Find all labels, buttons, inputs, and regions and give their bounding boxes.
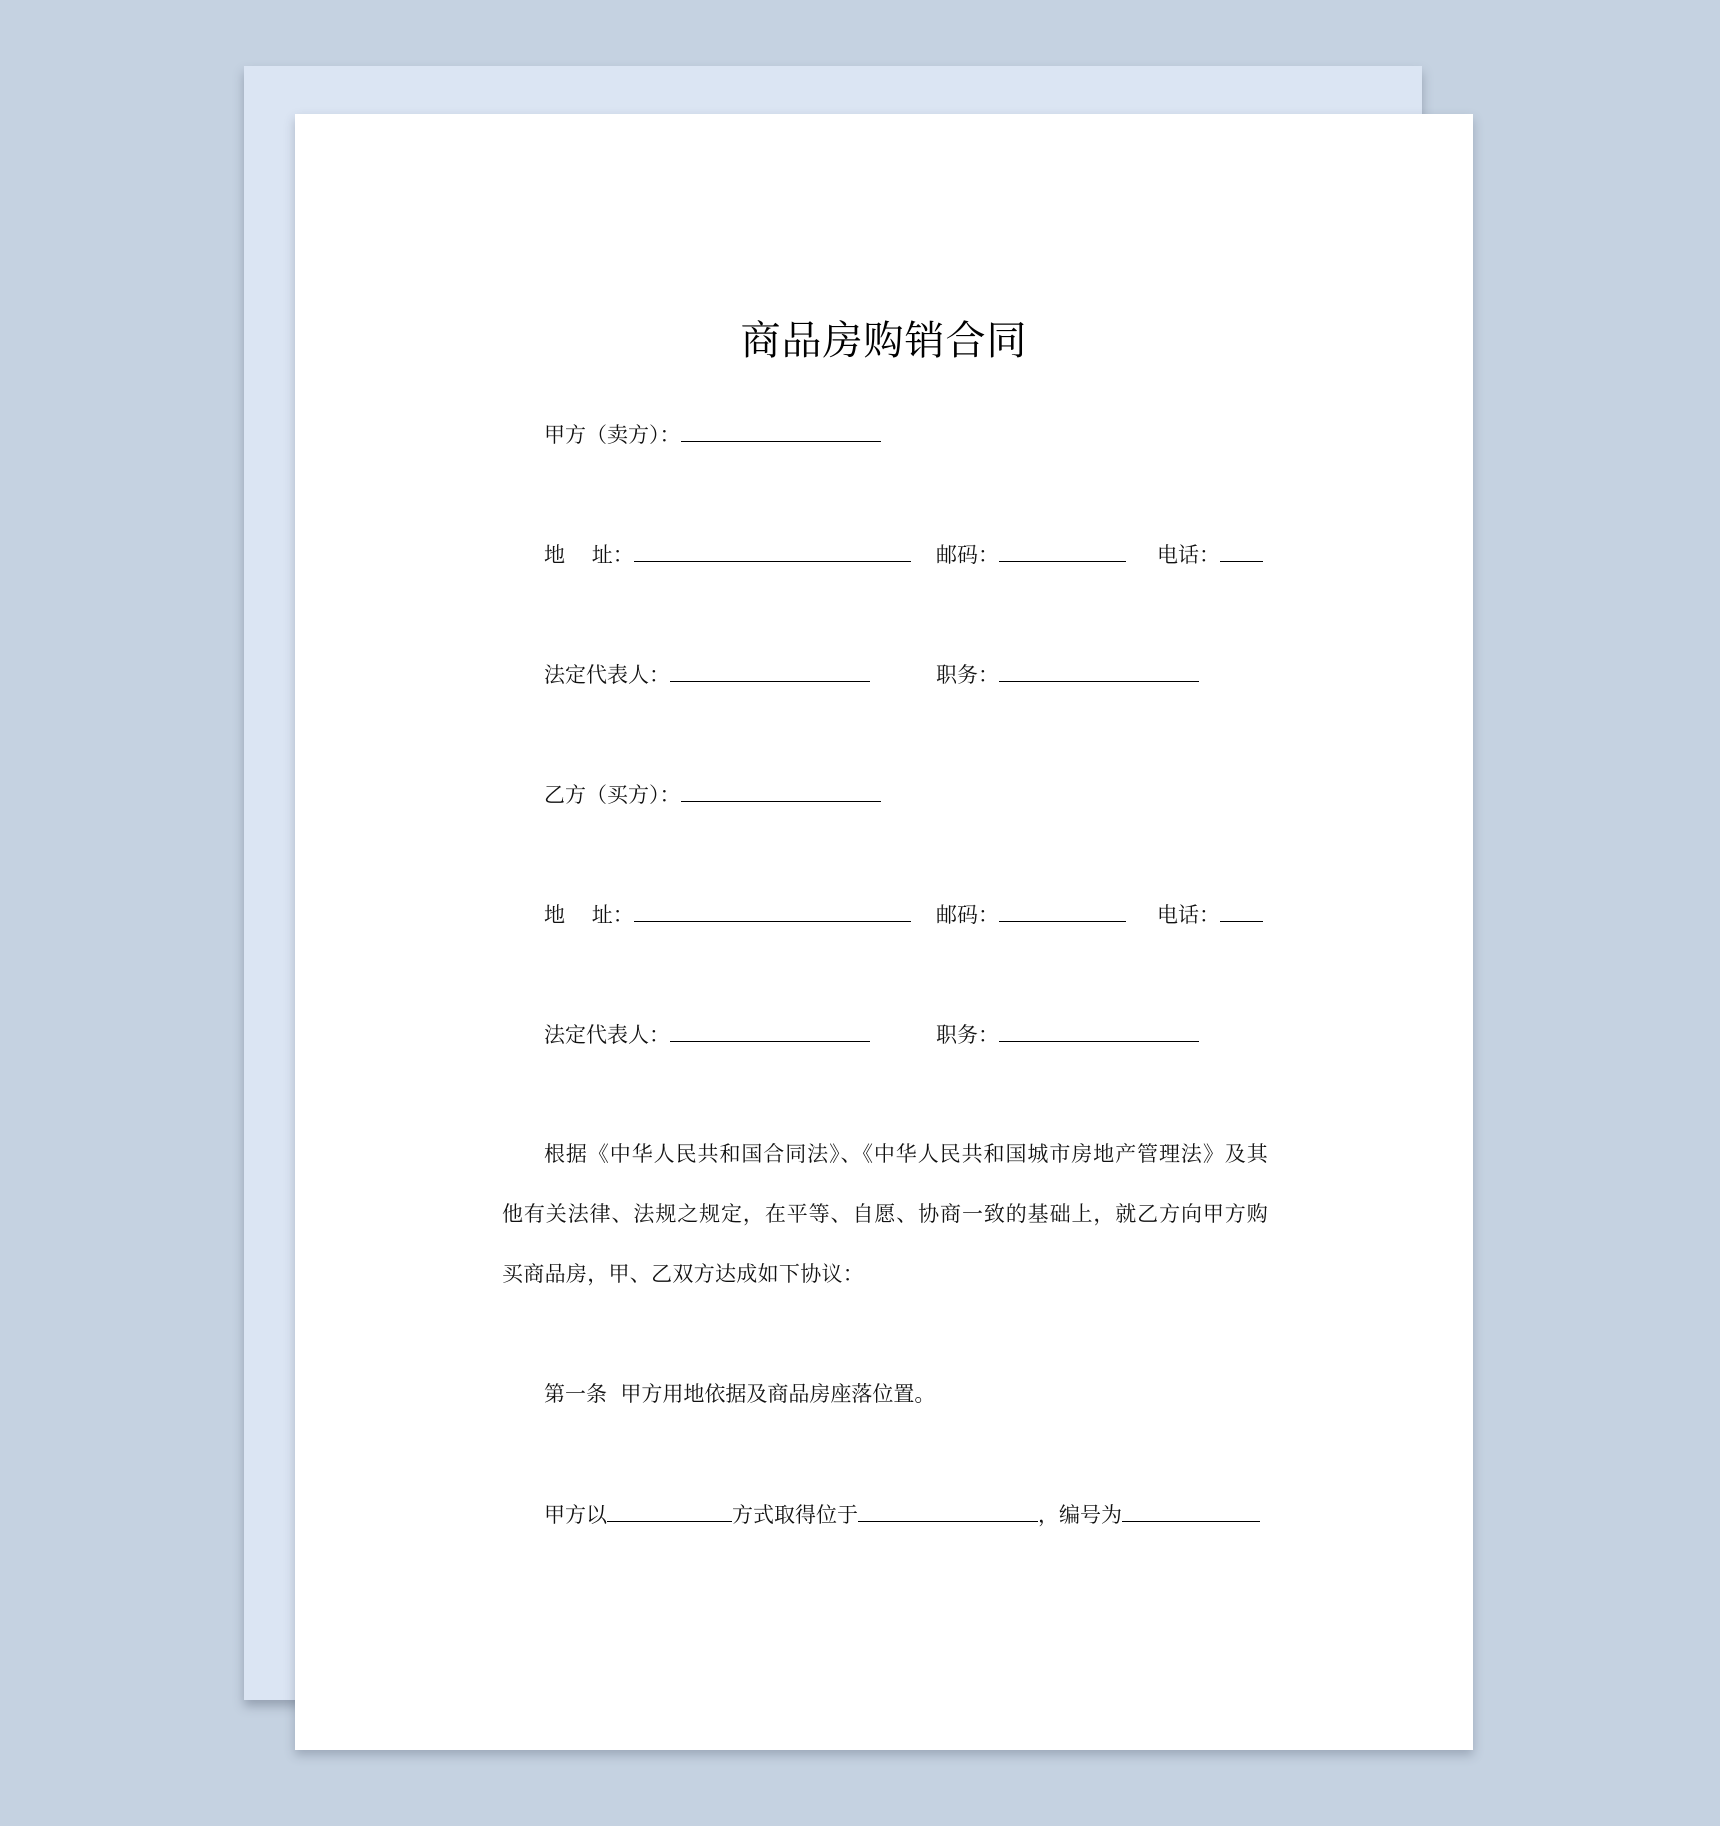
party-b-position-row	[936, 1019, 1199, 1049]
article-1-line	[544, 1499, 1260, 1529]
party-a-row	[544, 419, 881, 449]
phone-blank[interactable]	[1220, 539, 1263, 562]
phone-blank[interactable]	[1220, 899, 1263, 922]
legal-rep-blank[interactable]	[670, 1019, 870, 1042]
party-b-legal-rep-row	[544, 1019, 870, 1049]
position-label: 职务：	[936, 1023, 999, 1047]
party-b-row	[544, 779, 881, 809]
article-1-text-part2: 方式取得位于	[732, 1503, 858, 1527]
legal-rep-label: 法定代表人：	[544, 663, 670, 687]
party-b-phone-row	[1157, 899, 1263, 929]
article-1-heading-text: 第一条 甲方用地依据及商品房座落位置。	[544, 1382, 936, 1406]
party-a-label: 甲方（卖方）：	[544, 423, 681, 447]
postcode-blank[interactable]	[999, 899, 1126, 922]
number-blank[interactable]	[1122, 1499, 1260, 1522]
party-a-postcode-row	[936, 539, 1126, 569]
address-blank[interactable]	[634, 899, 911, 922]
legal-rep-label: 法定代表人：	[544, 1023, 670, 1047]
intro-paragraph-text: 根据《中华人民共和国合同法》、《中华人民共和国城市房地产管理法》及其他有关法律、法规之规定，在平等、自愿、协商一致的基础上，就乙方向甲方购买商品房，甲、乙双方达成如下协议：	[502, 1142, 1268, 1286]
article-1-text-part3: ，编号为	[1038, 1503, 1122, 1527]
party-b-blank[interactable]	[681, 779, 881, 802]
party-a-blank[interactable]	[681, 419, 881, 442]
position-blank[interactable]	[999, 1019, 1199, 1042]
party-a-phone-row	[1157, 539, 1263, 569]
position-label: 职务：	[936, 663, 999, 687]
party-a-address-row	[544, 539, 911, 569]
party-b-address-row	[544, 899, 911, 929]
document-title: 商品房购销合同	[740, 318, 1028, 364]
party-b-label: 乙方（买方）：	[544, 783, 681, 807]
postcode-label: 邮码：	[936, 903, 999, 927]
position-blank[interactable]	[999, 659, 1199, 682]
phone-label: 电话：	[1157, 543, 1220, 567]
location-blank[interactable]	[858, 1499, 1038, 1522]
intro-paragraph	[502, 1124, 1268, 1304]
postcode-blank[interactable]	[999, 539, 1126, 562]
postcode-label: 邮码：	[936, 543, 999, 567]
article-1-heading	[544, 1379, 935, 1409]
address-label: 地 址：	[544, 543, 634, 567]
article-1-text-part1: 甲方以	[544, 1503, 607, 1527]
party-a-legal-rep-row	[544, 659, 870, 689]
legal-rep-blank[interactable]	[670, 659, 870, 682]
address-blank[interactable]	[634, 539, 911, 562]
party-b-postcode-row	[936, 899, 1126, 929]
party-a-position-row	[936, 659, 1199, 689]
phone-label: 电话：	[1157, 903, 1220, 927]
contract-page	[295, 114, 1473, 1750]
address-label: 地 址：	[544, 903, 634, 927]
acquisition-method-blank[interactable]	[607, 1499, 732, 1522]
